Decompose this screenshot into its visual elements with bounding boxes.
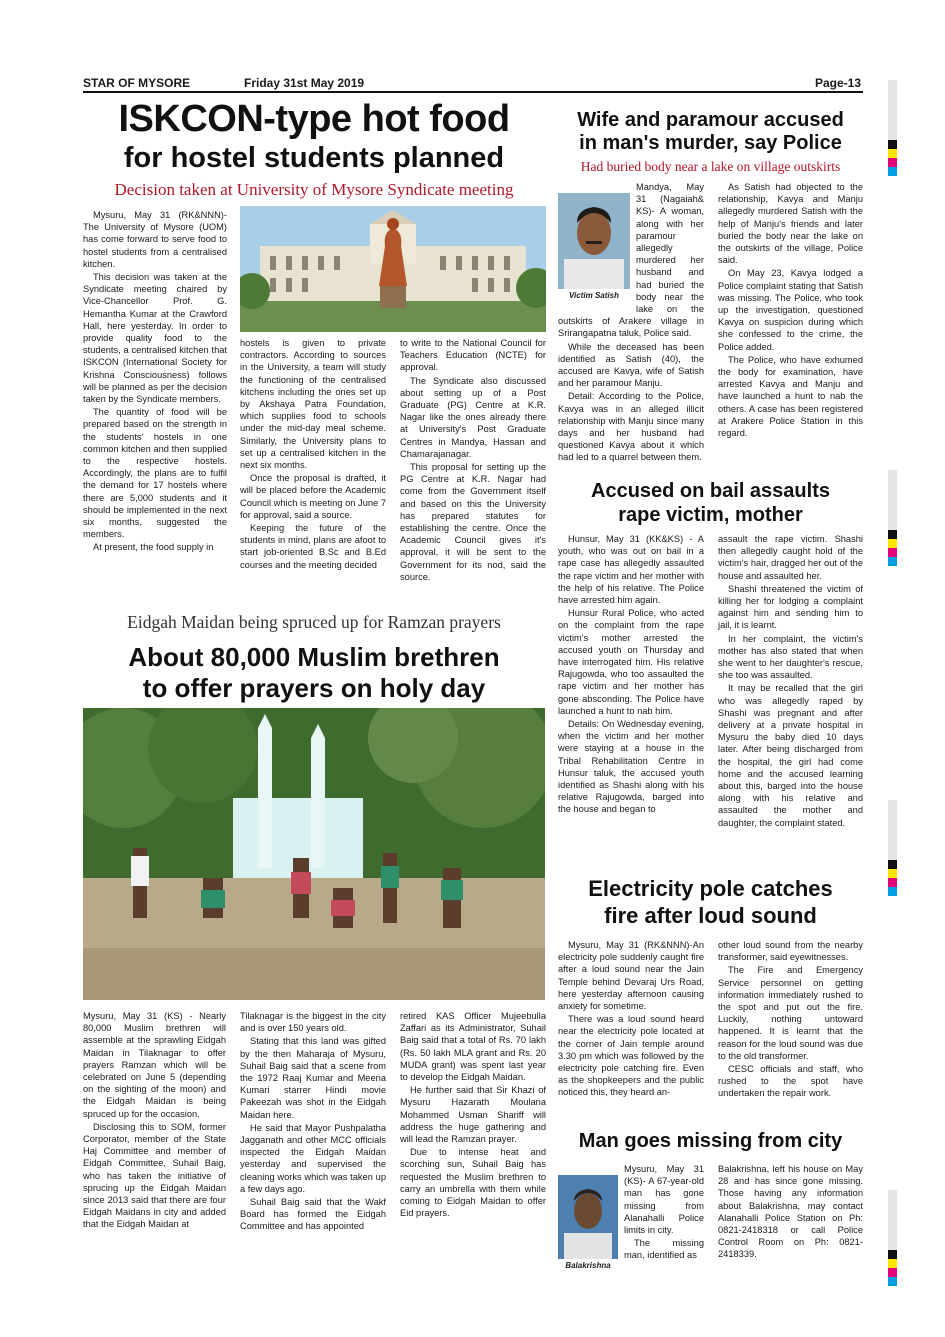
color-registration-mark-top	[888, 80, 897, 176]
story1-column-1: Mysuru, May 31 (RK&NNN)- The University of Mysore (UOM) has come forward to serve food to hostel students from a centralised kitchen. This decision was taken at the Syndicate meeting chaired by Vice-Chancellor Prof. G. Hemantha Kumar at the Crawford Hall, here yesterday. In order to provide quality food to the students, a centralised kitchen that ISKCON (International Society for Krishna Consciousness) follows will be planned as per the decision taken by the Syndicate members. The quantity of food will be prepared based on the strength in the students' hostels in one common kitchen and then supplied to the respective hostels. Accordingly, the plans are to fulfil the demand for 17 hostels where there are 5,000 students and it should be implemented in the next six months, suggested the members. At present, the food supply in	[83, 210, 227, 553]
newspaper-name: STAR OF MYSORE	[83, 76, 191, 90]
story5-column-2: other loud sound from the nearby transformer, said eyewitnesses. The Fire and Emergency Service personnel on getting information immediately rushed to the spot and put out the fire. Luckily, nothing untoward happened. It is learnt that the reason for the loud sound was due to the old transformer. CESC officials and staff, who rushed to the spot have undertaken the repair work.	[718, 940, 863, 1099]
story5-headline: Electricity pole catches fire after loud sound	[588, 876, 833, 928]
story1-column-3: to write to the National Council for Teachers Education (NCTE) for approval. The Syndicate also discussed about setting up of a Post Graduate (PG) Centre at K.R. Nagar like the ones already there at University's Post Graduate Centres in Mandya, Hassan and Chamarajanagar. This proposal for setting up the PG Centre at K.R. Nagar had come from the Government itself and based on this the University has prepared statutes for establishing the centre. Once the Academic Council gives it's approval, it will be sent to the Government for its nod, said the source.	[400, 338, 546, 582]
story5-column-1: Mysuru, May 31 (RK&NNN)-An electricity pole suddenly caught fire after a loud sound near the Jain Temple behind Devaraj Urs Road, here yesterday afternoon causing anxiety for sometime. There was a loud sound heard near the electricity pole located at the corner of Jain temple around 3.30 pm which was followed by the electricity pole catching fire. Even as the shopkeepers and the public noticed this, they heard an-	[558, 940, 704, 1098]
story3-column-1: Victim Satish Mandya, May 31 (Nagaiah& KS)- A woman, along with her paramour allegedly murdered her husband and had buried the body near the lake on the outskirts of Arakere village in Srirangapatna taluk, Police said. While the deceased has been identified as Satish (40), the accused are Kavya, wife of Satish and her paramour Manju. Detail: According to the Police, Kavya was in an alleged illicit relationship with Manju since many days and her husband had questioned Kavya about it which had led to a quarrel between them.	[558, 182, 704, 463]
story4-column-1: Hunsur, May 31 (KK&KS) - A youth, who was out on bail in a rape case has allegedly assaulted the rape victim and her mother with the help of his relative. The Police have arrested him again. Hunsur Rural Police, who acted on the complaint from the rape victim's mother arrested the accused youth on Thursday and have interrogated him. His relative Rajugowda, who too assaulted the rape victim and her mother has gone absconding. The Police have launched a hunt to nab him. Details: On Wednesday evening, when the victim and her mother were staying at a house in the Tribal Rehabilitation Centre in Hunsur taluk, the accused youth identified as Shashi along with his relative Rajugowda, barged into the house and began to	[558, 534, 704, 815]
story6-column-1: Balakrishna Mysuru, May 31 (KS)- A 67-year-old man has gone missing from Alanahalli Police limits in city. The missing man, identified as	[558, 1163, 704, 1275]
issue-date: Friday 31st May 2019	[244, 76, 365, 90]
story3-deck: Had buried body near a lake on village outskirts	[580, 159, 841, 174]
color-registration-mark-middle	[888, 470, 897, 566]
page-number: Page-13	[815, 76, 862, 90]
story1-headline: ISKCON-type hot food for hostel students planned	[118, 98, 510, 174]
masthead-rule	[83, 91, 863, 93]
eidgah-cleaning-icon	[83, 708, 545, 1000]
victim-caption: Victim Satish	[558, 290, 630, 302]
story2-headline: About 80,000 Muslim brethren to offer prayers on holy day	[128, 642, 500, 703]
missing-man-caption: Balakrishna	[558, 1260, 618, 1272]
story2-column-3: retired KAS Officer Mujeebulla Zaffari as its Administrator, Suhail Baig said that a total of Rs. 70 lakh (Rs. 50 lakh MLA grant and Rs. 20 MUDA grant) was spent last year to develop the Eidgah Maidan. He further said that Sir Khazi of Mysuru Hazarath Moulana Mohammed Usman Shariff will address the huge gathering and will lead the Ramzan prayer. Due to intense heat and scorching sun, Suhail Baig has requested the Muslim brethren to carry an umbrella with them while coming to Eidgah Maidan to offer Eid prayers.	[400, 1011, 546, 1219]
story1-column-2: hostels is given to private contractors. According to sources in the University, a team will study the functioning of the centralised kitchens including the ones set up by Akshaya Patra Foundation, which supplies food to schools under the mid-day meal scheme. Similarly, the University plans to set up a centralised kitchen in the next six months. Once the proposal is drafted, it will be placed before the Academic Council which is meeting on June 7 for approval, said a source. Keeping the future of the students in mind, plans are afoot to start job-oriented B.Sc and B.Ed courses and the meeting decided	[240, 338, 386, 570]
university-photo	[240, 206, 546, 332]
story2-column-2: Tilaknagar is the biggest in the city and is over 150 years old. Stating that this land was gifted by the then Maharaja of Mysuru, Suhail Baig said that a scene from the 1972 Raaj Kumar and Meena Kumari starrer Hindi movie Pakeezah was shot in the Eidgah Maidan here. He said that Mayor Pushpalatha Jagganath and other MCC officials inspected the Eidgah Maidan yesterday and supervised the cleaning works which was taken up a few days ago. Suhail Baig said that the Wakf Board has formed the Eidgah Committee and has appointed	[240, 1011, 386, 1232]
missing-man-portrait-icon	[558, 1175, 618, 1259]
story2-deck: Eidgah Maidan being spruced up for Ramzan prayers	[127, 612, 501, 632]
story4-column-2: assault the rape victim. Shashi then allegedly caught hold of the victim's hair, dragged her out of the house and assaulted her. Shashi threatened the victim of killing her for lodging a complaint against him and sending him to jail, it is learnt. In her complaint, the victim's mother has also stated that when she went to her daughter's rescue, she too was assaulted. It may be recalled that the girl who was allegedly raped by Shashi was pregnant and after delivery at a private hospital in Mysuru the baby died 10 days later. After being discharged from the hospital, the girl had come home and the accused learning about this, barged into the house along with his relative and assaulted the mother and daughter, the complaint stated.	[718, 534, 863, 828]
victim-portrait-icon	[558, 193, 630, 289]
university-building-icon	[240, 206, 546, 332]
story3-column-2: As Satish had objected to the relationship, Kavya and Manju allegedly murdered Satish with the help of Manju's friends and later buried the body near the lake on the outskirts of the village, Police said. On May 23, Kavya lodged a Police complaint stating that Satish was missing. The Police, who took up the investigation, questioned Kavya on suspicion during which she confessed to the crime, the Police added. The Police, who have exhumed the body for examination, have arrested Kavya and Manju and have launched a hunt to nab the others. A case has been registered at Arakere Police Station in this regard.	[718, 182, 863, 439]
story3-headline: Wife and paramour accused in man's murder, say Police	[577, 109, 844, 154]
story6-headline: Man goes missing from city	[578, 1130, 843, 1152]
story1-deck: Decision taken at University of Mysore Syndicate meeting	[114, 180, 514, 199]
story4-headline: Accused on bail assaults rape victim, mother	[591, 480, 830, 526]
story2-column-1: Mysuru, May 31 (KS) - Nearly 80,000 Muslim brethren will assemble at the sprawling Eidgah Maidan in Tilaknagar to offer prayers Ramzan which will be celebrated on June 5 (depending on the sighting of the moon) and the Eidgah Maidan is being spruced up for the occasion. Disclosing this to SOM, former Corporator, member of the State Haj Committee and member of Eidgah Committee, Suhail Baig, who has taken the initiative of sprucing up the Eidgah Maidan since 2013 said that there are four Eidgah Maidans in city and added that the Eidgah Maidan at	[83, 1011, 226, 1230]
eidgah-photo	[83, 708, 545, 1000]
color-registration-mark-bottom	[888, 1190, 897, 1286]
story6-column-2: Balakrishna, left his house on May 28 and has since gone missing. Those having any information about Balakrishna, may contact Alanahalli Police Station on Ph: 0821-2418318 or call Police Control Room on Ph: 0821-2418339.	[718, 1164, 863, 1260]
missing-man-photo	[558, 1175, 618, 1273]
victim-photo	[558, 193, 630, 303]
color-registration-mark-lower	[888, 800, 897, 896]
